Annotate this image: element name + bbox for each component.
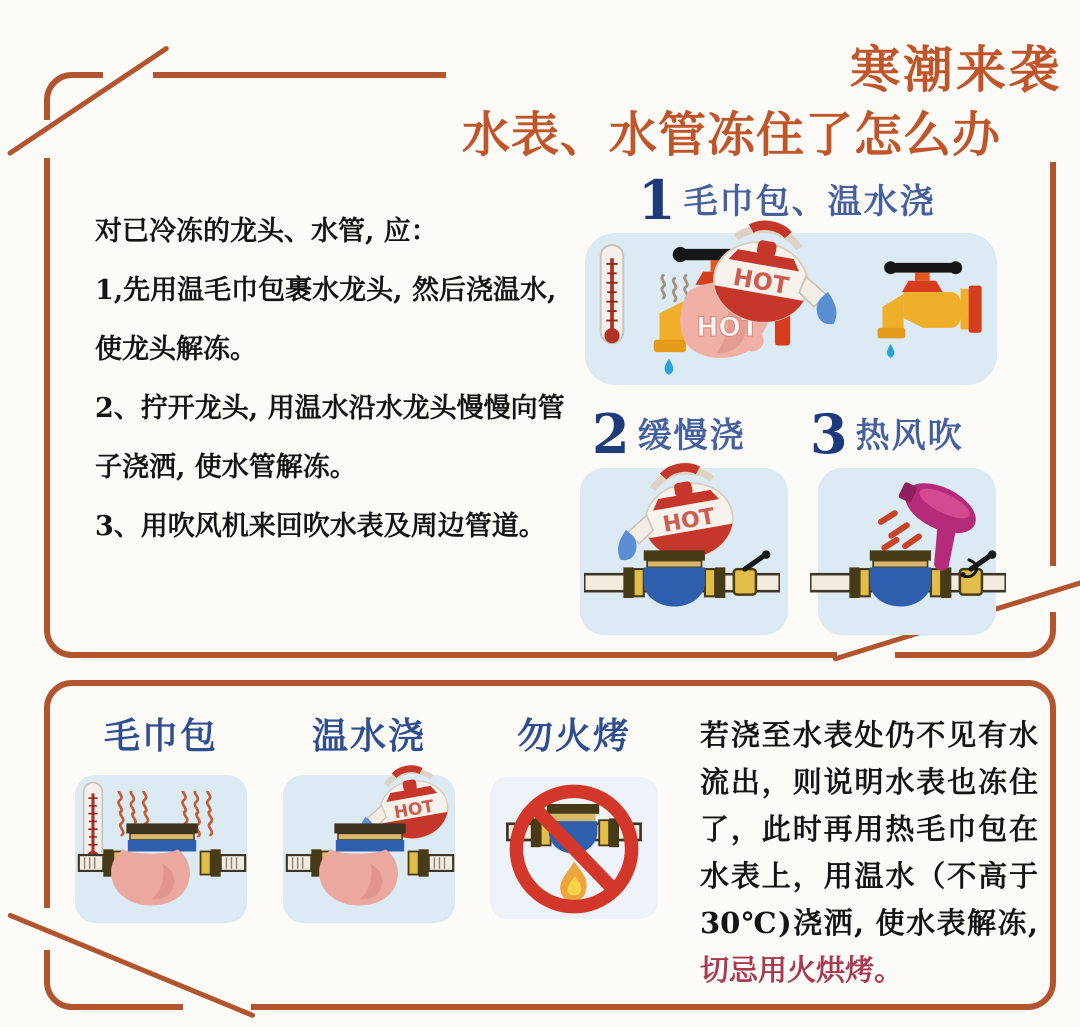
intro-line: 对已冷冻的龙头、水管, 应： bbox=[95, 216, 438, 247]
no-fire-prohibition-icon bbox=[502, 777, 646, 921]
intro-line: 3、用吹风机来回吹水表及周边管道。 bbox=[95, 511, 546, 542]
panel-slow-pour bbox=[580, 468, 788, 635]
towel-wrapped-meter-icon bbox=[285, 809, 455, 917]
intro-line: 1,先用温毛巾包裹水龙头, 然后浇温水, bbox=[95, 275, 557, 306]
step1-label: 毛巾包、温水浇 bbox=[683, 182, 936, 222]
panel-meter-warm-water bbox=[283, 775, 455, 923]
step3-heading bbox=[810, 402, 964, 466]
note-text: 若浇至水表处仍不见有水流出，则说明水表也冻住了，此时再用热毛巾包在水表上，用温水（不高于30℃)浇洒, 使水表解冻, bbox=[700, 718, 1038, 940]
panel-hair-dryer bbox=[818, 468, 996, 635]
intro-line: 使龙头解冻。 bbox=[95, 334, 257, 365]
page-subtitle: 水表、水管冻住了怎么办 bbox=[462, 107, 1002, 163]
bottom-label-warm-water: 温水浇 bbox=[311, 716, 426, 757]
intro-line: 子浇洒, 使水管解冻。 bbox=[95, 452, 357, 483]
step1-heading bbox=[638, 168, 936, 232]
step2-heading bbox=[592, 402, 746, 466]
step2-number: 2 bbox=[592, 402, 630, 466]
step1-number: 1 bbox=[638, 168, 676, 232]
bottom-label-no-fire: 勿火烤 bbox=[516, 716, 631, 757]
note-warning-text: 切忌用火烘烤。 bbox=[700, 953, 904, 987]
towel-wrapped-meter-icon bbox=[77, 809, 247, 917]
panel-meter-towel-wrap bbox=[75, 775, 247, 923]
bottom-note bbox=[700, 712, 1038, 994]
intro-line: 2、拧开龙头, 用温水沿水龙头慢慢向管 bbox=[95, 393, 565, 424]
hair-dryer-icon bbox=[860, 470, 990, 578]
panel-no-fire bbox=[490, 777, 658, 919]
bottom-label-towel-wrap: 毛巾包 bbox=[103, 716, 218, 757]
step3-label: 热风吹 bbox=[855, 416, 964, 456]
panel-towel-wrap-pour bbox=[585, 233, 997, 385]
page-title: 寒潮来袭 bbox=[850, 41, 1062, 99]
thermometer-icon bbox=[595, 243, 629, 366]
faucet-icon bbox=[863, 261, 993, 367]
step3-number: 3 bbox=[810, 402, 848, 466]
water-meter-icon bbox=[584, 530, 780, 632]
intro-text bbox=[95, 202, 565, 556]
step2-label: 缓慢浇 bbox=[637, 416, 746, 456]
